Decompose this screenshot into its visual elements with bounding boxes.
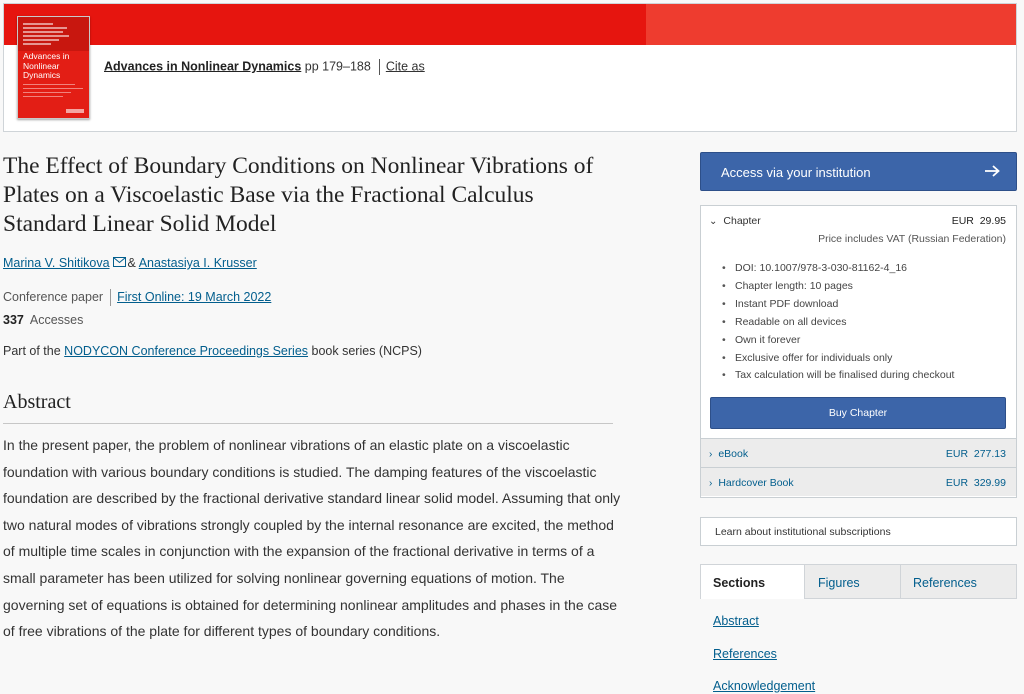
content-type: Conference paper xyxy=(3,289,104,304)
book-title-link[interactable]: Advances in Nonlinear Dynamics xyxy=(104,59,302,74)
chapter-toggle[interactable] xyxy=(709,215,761,227)
accesses-label: Accesses xyxy=(29,313,84,327)
section-link-references[interactable]: References xyxy=(713,647,777,661)
list-item: • Instant PDF download xyxy=(735,296,954,314)
first-online-link[interactable]: First Online: 19 March 2022 xyxy=(117,289,272,304)
list-item: • Tax calculation will be finalised during checkout xyxy=(735,367,954,385)
tab-sections[interactable]: Sections xyxy=(701,565,805,599)
chevron-down-icon: ⌄ xyxy=(709,216,718,227)
section-link-acknowledgement[interactable]: Acknowledgement xyxy=(713,679,816,693)
accesses-metric xyxy=(3,313,83,327)
abstract-heading: Abstract xyxy=(3,391,71,413)
book-cover-image[interactable] xyxy=(17,16,90,119)
cover-title: Advances in Nonlinear Dynamics xyxy=(23,51,70,81)
list-item: • Readable on all devices xyxy=(735,314,954,332)
header-brand-band-accent xyxy=(646,4,1016,45)
hardcover-price: EUR 329.99 xyxy=(945,477,1006,489)
purchase-box xyxy=(700,205,1017,498)
author-list xyxy=(3,256,257,270)
series-info: Part of the NODYCON Conference Proceedings Series book series (NCPS) xyxy=(3,344,422,358)
series-link[interactable]: NODYCON Conference Proceedings Series xyxy=(64,344,309,358)
divider xyxy=(110,289,111,306)
chevron-right-icon: › xyxy=(709,478,713,489)
divider xyxy=(379,59,380,75)
publisher-logo-icon xyxy=(66,109,84,113)
access-button-label: Access via your institution xyxy=(721,165,871,180)
access-via-institution-button[interactable] xyxy=(700,152,1017,191)
publication-meta xyxy=(3,289,271,306)
ebook-option[interactable]: › eBook EUR 277.13 xyxy=(701,438,1016,467)
chevron-right-icon: › xyxy=(709,449,713,460)
buy-chapter-button[interactable]: Buy Chapter xyxy=(710,397,1006,429)
book-info-line xyxy=(104,59,425,75)
chapter-features-list xyxy=(735,260,954,385)
arrow-right-icon xyxy=(984,165,1000,177)
cite-as-link[interactable]: Cite as xyxy=(385,59,425,74)
chapter-price: EUR 29.95 xyxy=(951,215,1006,227)
list-item: • Chapter length: 10 pages xyxy=(735,278,954,296)
divider xyxy=(3,423,613,424)
tab-figures[interactable]: Figures xyxy=(818,576,860,590)
accesses-count: 337 xyxy=(3,313,24,327)
sections-tabs xyxy=(700,564,1017,599)
book-header xyxy=(3,3,1017,132)
section-link-abstract[interactable]: Abstract xyxy=(713,614,759,628)
author-link[interactable]: Marina V. Shitikova xyxy=(3,256,110,270)
list-item: • Own it forever xyxy=(735,332,954,350)
article-title: The Effect of Boundary Conditions on Nonlinear Vibrations of Plates on a Viscoelastic Base via the Fractional Calculus Standard Linear Solid Model xyxy=(3,153,594,237)
ebook-price: EUR 277.13 xyxy=(945,448,1006,460)
vat-note: Price includes VAT (Russian Federation) xyxy=(818,233,1006,245)
list-item: • DOI: 10.1007/978-3-030-81162-4_16 xyxy=(735,260,954,278)
list-item: • Exclusive offer for individuals only xyxy=(735,350,954,368)
tab-references[interactable]: References xyxy=(913,576,977,590)
email-icon[interactable] xyxy=(113,257,126,267)
author-link[interactable]: Anastasiya I. Krusser xyxy=(138,256,257,270)
chapter-label: Chapter xyxy=(723,215,761,227)
page-range: pp 179–188 xyxy=(304,59,371,74)
institutional-subscriptions-link[interactable]: Learn about institutional subscriptions xyxy=(700,517,1017,546)
author-joiner: & xyxy=(127,256,136,270)
abstract-text: In the present paper, the problem of nonlinear vibrations of an elastic plate on a viscoelastic foundation with various boundary conditions is studied. The damping features of the viscoelastic foundation are described by the fractional derivative standard linear solid model. Assuming that only two natural modes of vibrations strongly coupled by the internal resonance are excited, the method of multiple time scales in conjunction with the expansion of the fractional derivative in terms of a small parameter has been utilized for solving nonlinear governing equations of motion. The governing set of equations is obtained for determining nonlinear amplitudes and phases in the case of free vibrations of the plate for different types of boundary conditions. xyxy=(3,437,621,640)
hardcover-option[interactable]: › Hardcover Book EUR 329.99 xyxy=(701,467,1016,496)
